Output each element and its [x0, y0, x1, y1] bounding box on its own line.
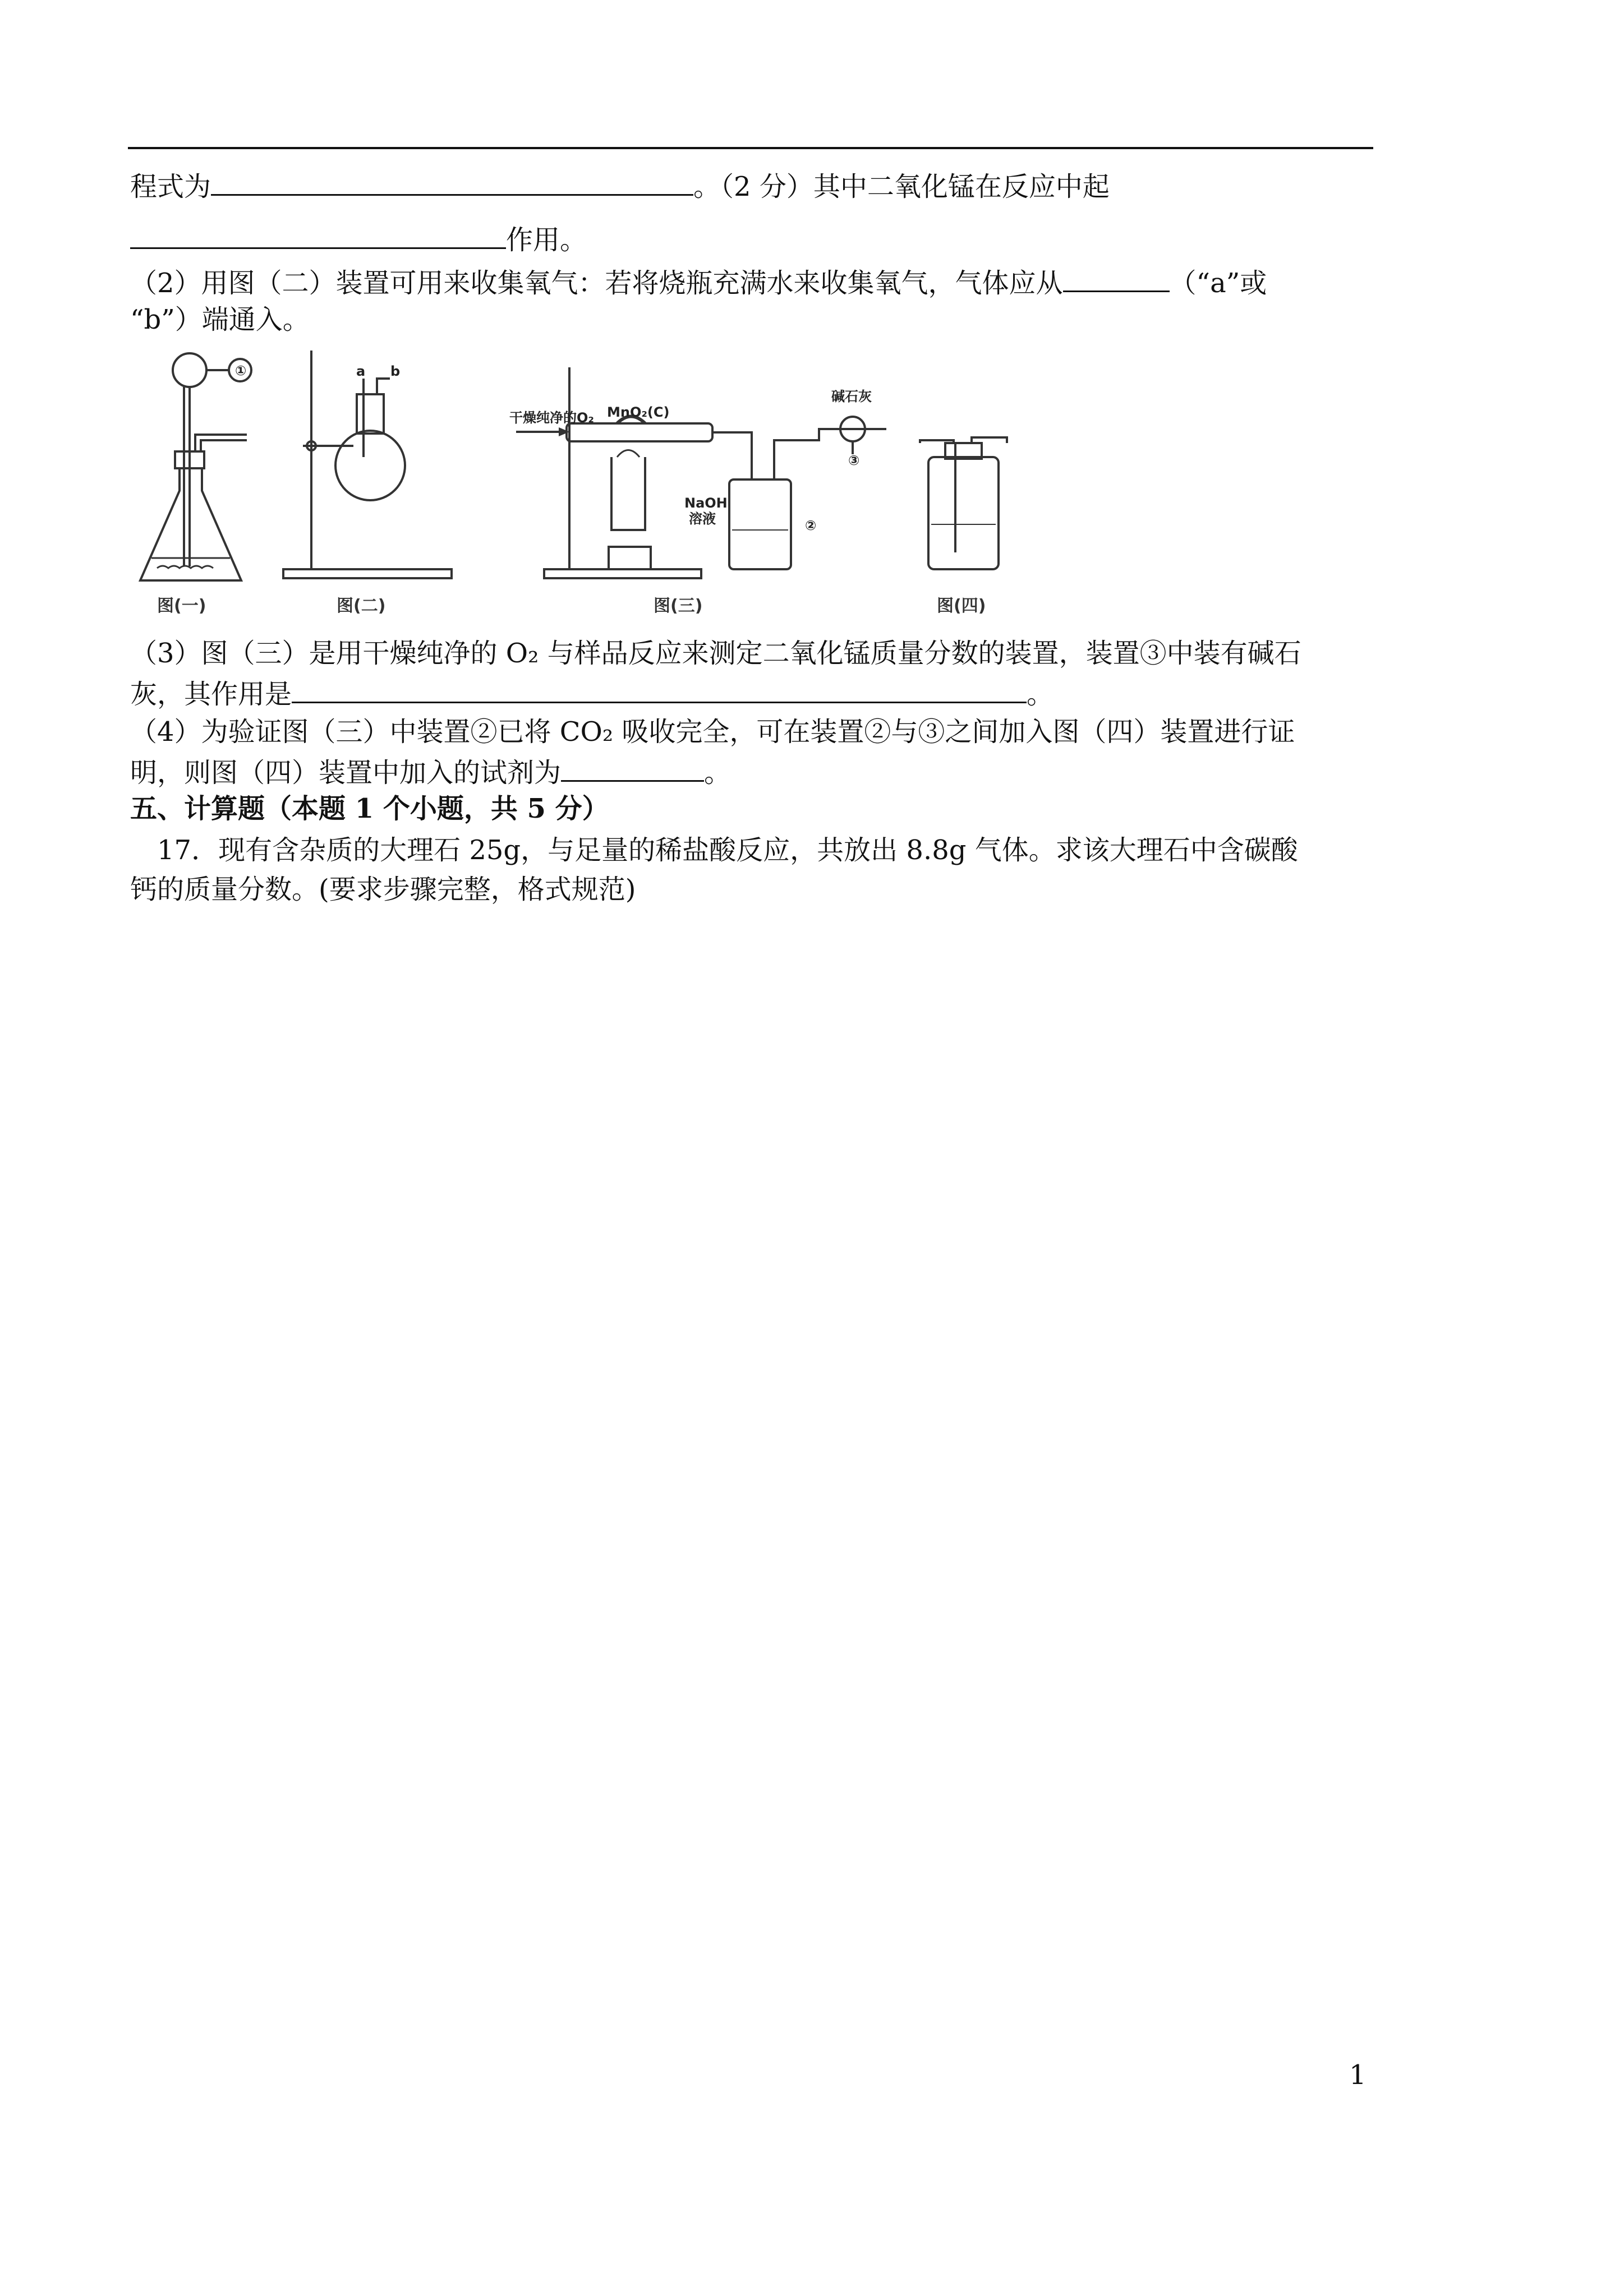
section-5-title: 五、计算题（本题 1 个小题，共 5 分）: [130, 793, 609, 824]
apparatus-figures: [123, 345, 1043, 625]
figure-1: [140, 353, 251, 580]
figure-4: [920, 437, 1007, 569]
q2-text: （2）用图（二）装置可用来收集氧气：若将烧瓶充满水来收集氧气，气体应从: [130, 268, 1063, 299]
role-blank[interactable]: [130, 222, 506, 249]
q3-suffix: 。: [1027, 679, 1054, 710]
equation-suffix: 。（2 分）其中二氧化锰在反应中起: [693, 171, 1110, 202]
figure-1-marker: ①: [235, 363, 247, 379]
question-4-line-1: （4）为验证图（三）中装置②已将 CO₂ 吸收完全，可在装置②与③之间加入图（四）装置进行证: [130, 716, 1295, 748]
page-number: 1: [1349, 2059, 1367, 2091]
question-3-line-2: [130, 676, 1053, 711]
figure-1-label: 图(一): [157, 596, 206, 616]
figure-3-label: 图(三): [654, 596, 703, 616]
figure-2-label: 图(二): [337, 596, 386, 616]
q4-suffix: 。: [704, 757, 732, 789]
q2-paren: （“a”或: [1169, 268, 1267, 299]
question-2-line-2: “b”）端通入。: [130, 304, 310, 335]
figure-3-soda-lime-label: 碱石灰: [831, 389, 872, 404]
q3-prefix: 灰，其作用是: [130, 679, 292, 710]
figure-3-gas-label: 干燥纯净的O₂: [509, 410, 594, 426]
figure-2-label-a: a: [356, 363, 366, 379]
figure-2: [283, 351, 452, 578]
equation-prefix: 程式为: [130, 171, 211, 202]
q4-blank[interactable]: [561, 754, 704, 782]
figure-3-solution-label: 溶液: [689, 511, 716, 527]
figure-3-sample-label: MnO₂(C): [607, 404, 670, 420]
q3-blank[interactable]: [292, 676, 1027, 703]
figure-3-marker-2: ②: [805, 518, 817, 533]
top-rule: [128, 147, 1373, 149]
question-17-line-2: 钙的质量分数。(要求步骤完整，格式规范): [130, 874, 636, 905]
q4-prefix: 明，则图（四）装置中加入的试剂为: [130, 757, 562, 789]
question-2-line-1: [130, 265, 1267, 300]
figure-3-naoh-label: NaOH: [684, 495, 728, 511]
q2-blank[interactable]: [1063, 265, 1170, 292]
question-4-line-2: [130, 754, 731, 790]
figure-4-label: 图(四): [937, 596, 986, 616]
role-suffix: 作用。: [506, 224, 587, 256]
question-line-2: [130, 222, 587, 257]
question-17-line-1: 17．现有含杂质的大理石 25g，与足量的稀盐酸反应，共放出 8.8g 气体。求该大理石中含碳酸: [157, 835, 1298, 866]
equation-blank[interactable]: [211, 168, 693, 196]
question-line-1: [130, 168, 1110, 204]
figure-2-label-b: b: [390, 363, 401, 379]
figure-3-marker-3: ③: [848, 453, 860, 468]
figure-3: [516, 367, 886, 578]
question-3-line-1: （3）图（三）是用干燥纯净的 O₂ 与样品反应来测定二氧化锰质量分数的装置，装置③中装有碱石: [130, 638, 1301, 669]
